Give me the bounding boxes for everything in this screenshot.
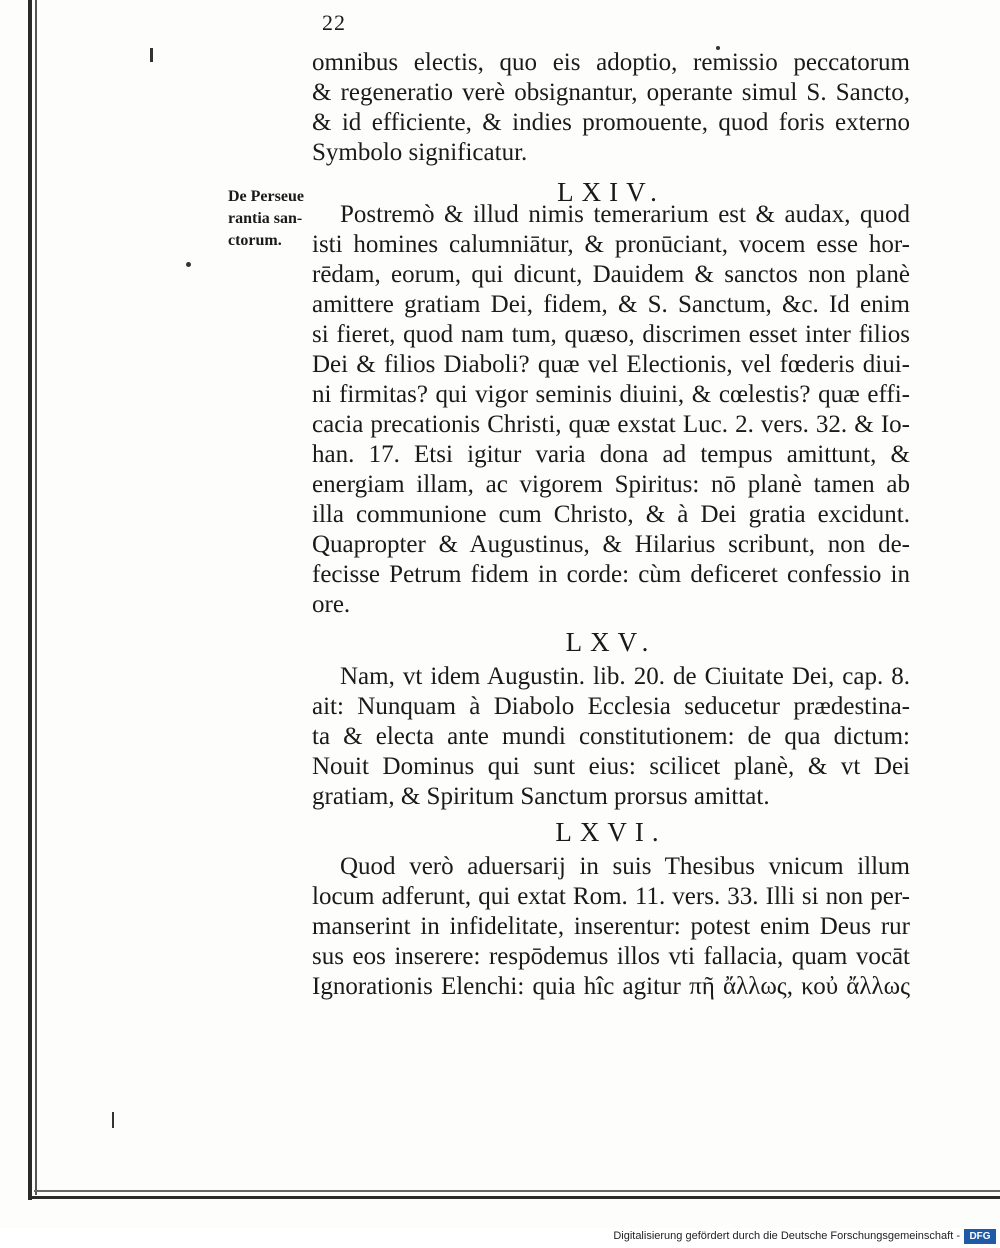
text-line: ta & electa ante mundi constitutionem: de qua dictum:	[312, 723, 910, 750]
text-line: si fieret, quod nam tum, quæso, discrimen esset inter filios	[312, 321, 910, 348]
text-line: ore.	[312, 591, 351, 618]
text-line: Postremò & illud nimis temerarium est & audax, quod	[340, 201, 910, 228]
page-number: 22	[322, 10, 346, 35]
section-heading-66: LXVI.	[555, 817, 667, 847]
page-bottom-edge	[28, 1196, 1000, 1199]
text-line: Quod verò aduersarij in suis Thesibus vnicum illum	[340, 853, 910, 880]
margin-note-line: ctorum.	[228, 232, 282, 249]
page-bottom-edge-inner	[34, 1190, 1000, 1192]
text-line: illa communione cum Christo, & à Dei gratia excidunt.	[312, 501, 910, 528]
margin-note-line: De Perseue	[228, 188, 304, 205]
text-line: Nam, vt idem Augustin. lib. 20. de Ciuitate Dei, cap. 8.	[340, 663, 910, 690]
section-64-paragraph	[312, 200, 910, 620]
scan-mark	[186, 262, 191, 267]
digitization-credit: Digitalisierung gefördert durch die Deutsche Forschungsgemeinschaft -	[613, 1230, 960, 1242]
text-line: Symbolo significatur.	[312, 139, 528, 166]
binding-edge	[28, 0, 32, 1200]
text-line: locum adferunt, qui extat Rom. 11. vers. 33. Illi si non per-	[312, 883, 910, 910]
scan-mark	[150, 48, 153, 62]
text-line: Ignorationis Elenchi: quia hîc agitur πῆ ἄλλως, κοὐ ἄλλως	[312, 973, 910, 1000]
text-line: ait: Nunquam à Diabolo Ecclesia seducetur prædestina-	[312, 693, 910, 720]
binding-edge-inner	[35, 0, 37, 1195]
text-line: ni firmitas? qui vigor seminis diuini, & cœlestis? quæ effi-	[312, 381, 910, 408]
text-line: sus eos inserere: respōdemus illos vti fallacia, quam vocāt	[312, 943, 910, 970]
text-line: & regeneratio verè obsignantur, operante simul S. Sancto,	[312, 79, 910, 106]
scan-mark	[112, 1112, 114, 1128]
text-line: cacia precationis Christi, quæ exstat Luc. 2. vers. 32. & Io-	[312, 411, 910, 438]
margin-note	[228, 186, 324, 252]
text-line: Nouit Dominus qui sunt eius: scilicet planè, & vt Dei	[312, 753, 910, 780]
text-line: rēdam, eorum, qui dicunt, Dauidem & sanctos non planè	[312, 261, 910, 288]
text-line: isti homines calumniātur, & pronūciant, vocem esse hor-	[312, 231, 910, 258]
text-line: energiam illam, ac vigorem Spiritus: nō planè tamen ab	[312, 471, 910, 498]
text-line: Quapropter & Augustinus, & Hilarius scribunt, non de-	[312, 531, 910, 558]
text-line: fecisse Petrum fidem in corde: cùm deficeret confessio in	[312, 561, 910, 588]
intro-paragraph	[312, 48, 910, 168]
section-heading-64: LXIV.	[557, 177, 665, 207]
text-line: & id efficiente, & indies promouente, quod foris externo	[312, 109, 910, 136]
margin-note-line: rantia san-	[228, 210, 303, 227]
section-heading-65: LXV.	[565, 627, 657, 657]
dfg-logo-icon: DFG	[964, 1229, 996, 1244]
section-66-paragraph	[312, 852, 910, 1002]
text-line: gratiam, & Spiritum Sanctum prorsus amittat.	[312, 783, 770, 810]
text-line: omnibus electis, quo eis adoptio, remissio peccatorum	[312, 49, 910, 76]
text-line: Dei & filios Diaboli? quæ vel Electionis, vel fœderis diui-	[312, 351, 910, 378]
text-line: manserint in infidelitate, inserentur: potest enim Deus rur	[312, 913, 910, 940]
text-line: amittere gratiam Dei, fidem, & S. Sanctum, &c. Id enim	[312, 291, 910, 318]
section-65-paragraph	[312, 662, 910, 812]
text-line: han. 17. Etsi igitur varia dona ad tempus amittunt, &	[312, 441, 910, 468]
